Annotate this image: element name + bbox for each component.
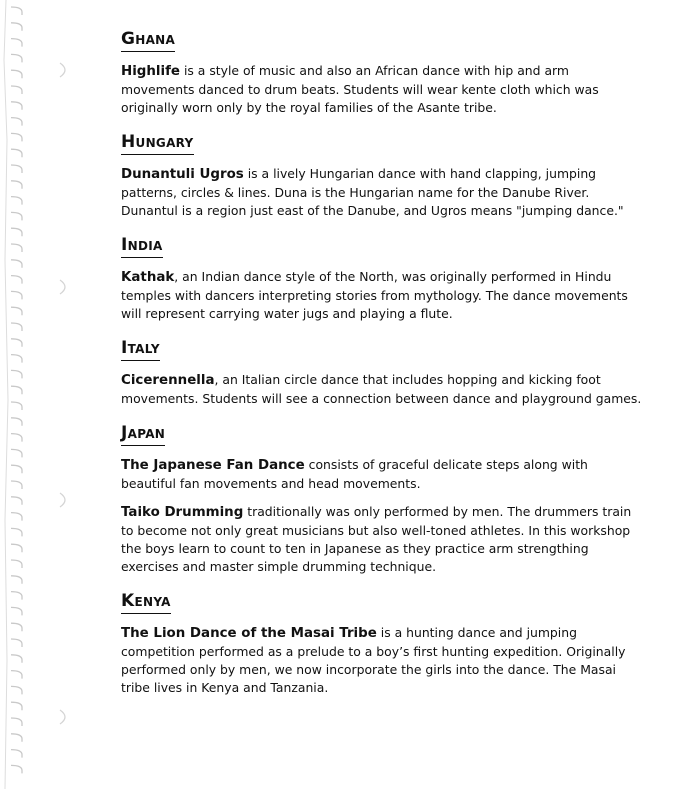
dance-term: Highlife xyxy=(121,64,181,79)
section-heading: India xyxy=(121,234,163,258)
dance-description: , an Italian circle dance that includes hopping and kicking foot movements. Students will see a connection between dance and playground games. xyxy=(121,372,642,406)
section-heading: Hungary xyxy=(121,131,194,155)
section-italy xyxy=(121,337,646,408)
spiral-ring xyxy=(11,386,22,394)
spiral-ring xyxy=(11,149,22,157)
spiral-ring xyxy=(11,23,22,31)
dance-description: is a style of music and also an African dance with hip and arm movements danced to drum beats. Students will wear kente cloth which was originally worn only by the royal families of the Asante tribe. xyxy=(121,63,599,115)
spiral-ring xyxy=(11,623,22,631)
dance-entry xyxy=(121,624,646,697)
spiral-ring xyxy=(11,181,22,189)
spiral-ring xyxy=(11,639,22,647)
spiral-ring xyxy=(11,197,22,205)
spiral-ring xyxy=(11,607,22,615)
section-heading: Japan xyxy=(121,422,165,446)
spiral-ring xyxy=(11,228,22,236)
section-india xyxy=(121,234,646,323)
dance-entry xyxy=(121,371,646,408)
spiral-ring xyxy=(11,465,22,473)
dance-entry xyxy=(121,268,646,323)
spiral-ring xyxy=(11,70,22,78)
dance-term: Dunantuli Ugros xyxy=(121,167,244,182)
spiral-ring xyxy=(11,133,22,141)
section-heading: Ghana xyxy=(121,28,175,52)
spiral-ring xyxy=(11,481,22,489)
notebook-spiral-edge xyxy=(0,0,34,789)
spiral-ring xyxy=(11,734,22,742)
dance-term: Kathak xyxy=(121,270,175,285)
spiral-ring xyxy=(11,323,22,331)
spiral-ring xyxy=(11,418,22,426)
spiral-ring xyxy=(11,686,22,694)
spiral-ring xyxy=(11,434,22,442)
dance-term: Taiko Drumming xyxy=(121,505,244,520)
section-kenya xyxy=(121,590,646,697)
paper-torn-edge xyxy=(4,0,8,789)
spiral-ring xyxy=(11,39,22,47)
spiral-ring xyxy=(11,307,22,315)
dance-description: is a lively Hungarian dance with hand clapping, jumping patterns, circles & lines. Duna is the Hungarian name for the Danube River. Dunantul is a region just east of the Danube, and Ugros means "jumping dance." xyxy=(121,166,624,218)
spiral-ring xyxy=(11,513,22,521)
spiral-ring xyxy=(11,244,22,252)
spiral-ring xyxy=(11,276,22,284)
spiral-ring xyxy=(11,291,22,299)
spiral-ring xyxy=(11,165,22,173)
spiral-ring xyxy=(11,370,22,378)
dance-entry xyxy=(121,456,646,493)
spiral-ring xyxy=(11,592,22,600)
dance-description: , an Indian dance style of the North, was originally performed in Hindu temples with dancers interpreting stories from mythology. The dance movements will represent carrying water jugs and playing a flute. xyxy=(121,269,628,321)
spiral-rings-graphic xyxy=(0,0,34,789)
dance-description: is a hunting dance and jumping competition performed as a prelude to a boy’s first hunting expedition. Originally performed only by men, we now incorporate the girls into the dance. The Masai tribe lives in Kenya and Tanzania. xyxy=(121,625,626,695)
spiral-ring xyxy=(11,497,22,505)
dance-term: The Lion Dance of the Masai Tribe xyxy=(121,626,377,641)
spiral-ring xyxy=(11,102,22,110)
dance-term: The Japanese Fan Dance xyxy=(121,458,305,473)
section-heading: Italy xyxy=(121,337,160,361)
dance-entry xyxy=(121,503,646,576)
spiral-ring xyxy=(11,54,22,62)
spiral-ring xyxy=(11,449,22,457)
spiral-ring xyxy=(11,544,22,552)
spiral-ring xyxy=(11,212,22,220)
dance-entry xyxy=(121,62,646,117)
section-heading: Kenya xyxy=(121,590,171,614)
spiral-ring xyxy=(11,7,22,15)
punch-hole xyxy=(60,63,65,77)
spiral-ring xyxy=(11,339,22,347)
document-content xyxy=(121,28,646,711)
spiral-ring xyxy=(11,671,22,679)
dance-term: Cicerennella xyxy=(121,373,215,388)
spiral-ring xyxy=(11,260,22,268)
dance-description: consists of graceful delicate steps along with beautiful fan movements and head movements. xyxy=(121,457,588,491)
spiral-ring xyxy=(11,718,22,726)
spiral-ring xyxy=(11,560,22,568)
spiral-ring xyxy=(11,86,22,94)
spiral-ring xyxy=(11,750,22,758)
spiral-ring xyxy=(11,576,22,584)
section-hungary xyxy=(121,131,646,220)
dance-entry xyxy=(121,165,646,220)
punch-hole xyxy=(60,710,65,724)
section-ghana xyxy=(121,28,646,117)
spiral-ring xyxy=(11,765,22,773)
punch-hole xyxy=(60,493,65,507)
spiral-ring xyxy=(11,118,22,126)
dance-description: traditionally was only performed by men. The drummers train to become not only great musicians but also well-toned athletes. In this workshop the boys learn to count to ten in Japanese as they practice arm strengthing exercises and master simple drumming technique. xyxy=(121,504,632,574)
section-japan xyxy=(121,422,646,576)
spiral-ring xyxy=(11,355,22,363)
spiral-ring xyxy=(11,402,22,410)
spiral-ring xyxy=(11,702,22,710)
punch-hole xyxy=(60,280,65,294)
spiral-ring xyxy=(11,528,22,536)
spiral-ring xyxy=(11,655,22,663)
